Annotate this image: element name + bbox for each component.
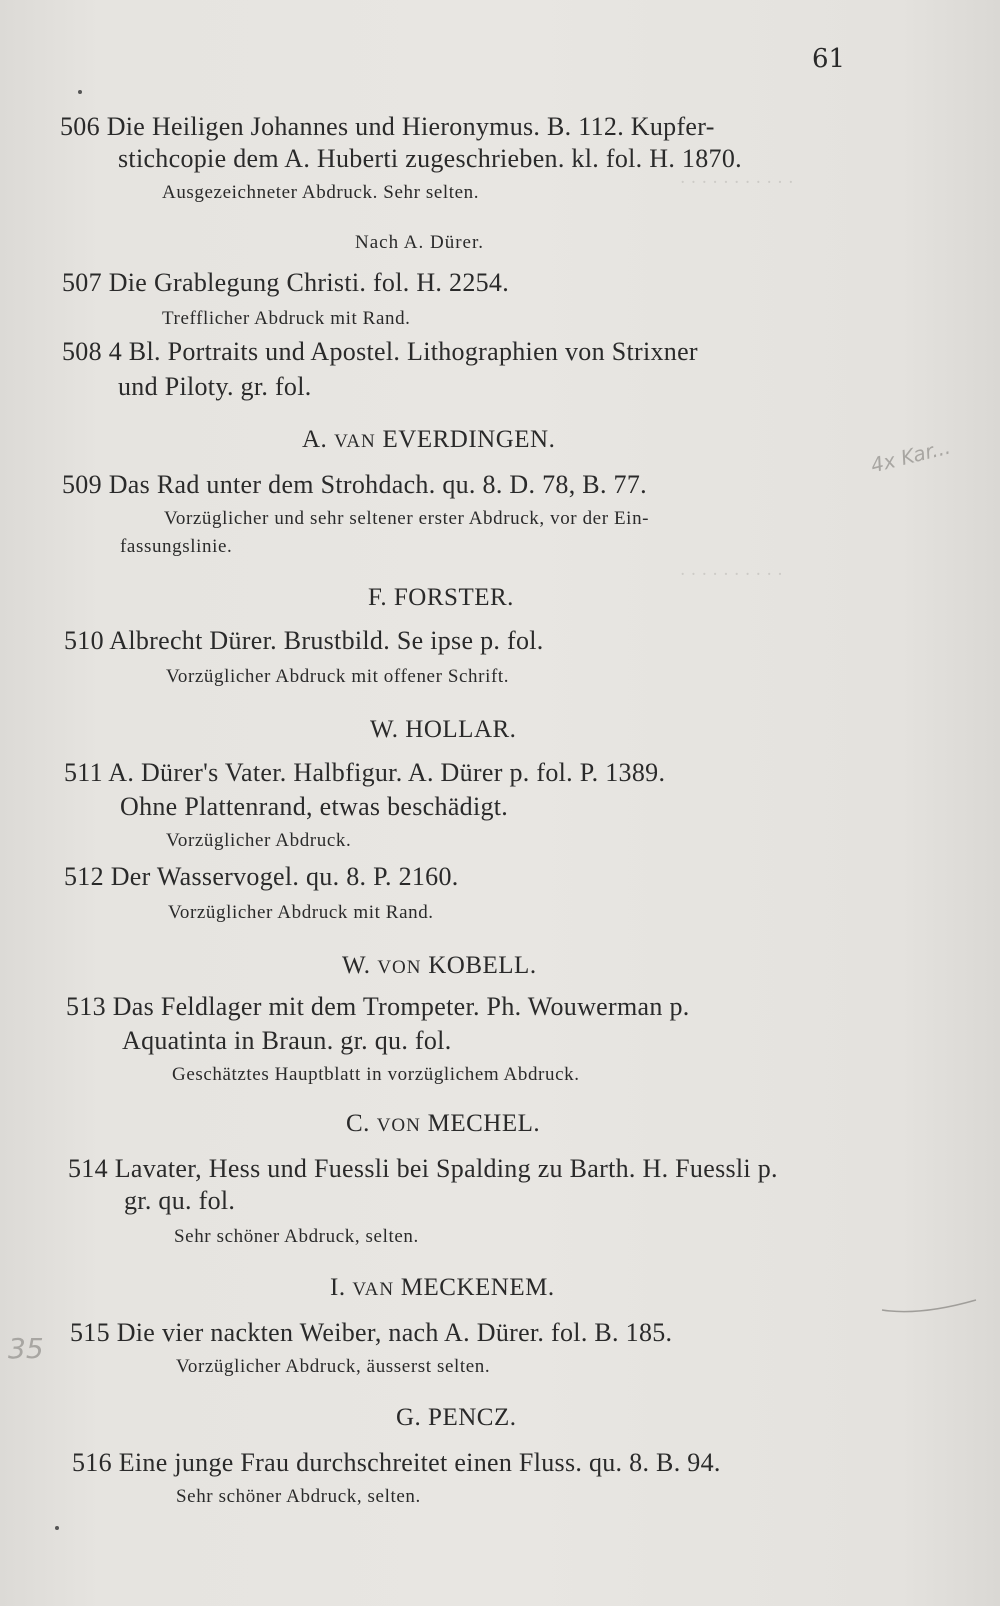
entry-515-note: Vorzüglicher Abdruck, äusserst selten. — [176, 1356, 491, 1377]
entry-508-line-1: 508 4 Bl. Portraits und Apostel. Lithographien von Strixner — [62, 337, 698, 366]
entry-509-note-1: Vorzüglicher und sehr seltener erster Abdruck, vor der Ein- — [164, 508, 650, 529]
print-speck — [78, 90, 82, 94]
artist-heading-forster: F. FORSTER. — [368, 584, 514, 611]
entry-506-line-1: 506 Die Heiligen Johannes und Hieronymus. B. 112. Kupfer- — [60, 112, 715, 141]
entry-513-line-2: Aquatinta in Braun. gr. qu. fol. — [122, 1026, 452, 1055]
bleed-through-text: . . . . . . . . . . — [680, 560, 783, 580]
artist-heading-mechel — [346, 1110, 540, 1138]
entry-511-line-2: Ohne Plattenrand, etwas beschädigt. — [120, 792, 509, 821]
entry-511-note: Vorzüglicher Abdruck. — [166, 830, 352, 851]
heading-surname: EVERDINGEN. — [375, 426, 556, 453]
entry-511-line-1: 511 A. Dürer's Vater. Halbfigur. A. Dürer p. fol. P. 1389. — [64, 758, 666, 787]
entry-510-note: Vorzüglicher Abdruck mit offener Schrift. — [166, 666, 510, 687]
heading-surname: KOBELL. — [421, 952, 537, 979]
artist-heading-everdingen — [302, 426, 555, 454]
artist-heading-meckenem — [330, 1274, 555, 1302]
heading-particle: VON — [376, 1115, 421, 1136]
entry-516-note: Sehr schöner Abdruck, selten. — [176, 1486, 421, 1507]
entry-507-line-1: 507 Die Grablegung Christi. fol. H. 2254. — [62, 268, 510, 297]
heading-initial: I. — [330, 1274, 353, 1301]
heading-initial: C. — [346, 1110, 377, 1137]
entry-510-line-1: 510 Albrecht Dürer. Brustbild. Se ipse p. fol. — [64, 626, 544, 655]
entry-516-line-1: 516 Eine junge Frau durchschreitet einen Fluss. qu. 8. B. 94. — [72, 1448, 721, 1477]
section-heading: Nach A. Dürer. — [355, 232, 485, 253]
entry-508-line-2: und Piloty. gr. fol. — [118, 372, 312, 401]
pencil-margin-number: 35 — [8, 1332, 44, 1365]
heading-particle: VAN — [352, 1279, 395, 1300]
print-speck — [55, 1526, 59, 1530]
entry-514-note: Sehr schöner Abdruck, selten. — [174, 1226, 419, 1247]
page-number: 61 — [812, 44, 846, 74]
entry-514-line-1: 514 Lavater, Hess und Fuessli bei Spalding zu Barth. H. Fuessli p. — [68, 1154, 778, 1183]
heading-particle: VON — [377, 957, 422, 978]
artist-heading-pencz: G. PENCZ. — [396, 1404, 517, 1431]
entry-506-line-2: stichcopie dem A. Huberti zugeschrieben. kl. fol. H. 1870. — [118, 144, 742, 173]
entry-512-line-1: 512 Der Wasservogel. qu. 8. P. 2160. — [64, 862, 459, 891]
heading-initial: A. — [302, 426, 335, 453]
artist-heading-kobell — [342, 952, 537, 980]
pencil-margin-note: 4x Kar... — [868, 434, 953, 478]
pencil-stroke — [880, 1296, 980, 1320]
entry-506-note: Ausgezeichneter Abdruck. Sehr selten. — [162, 182, 480, 203]
entry-514-line-2: gr. qu. fol. — [124, 1186, 236, 1215]
bleed-through-text: . . . . . . . . . . . — [680, 168, 794, 188]
entry-515-line-1: 515 Die vier nackten Weiber, nach A. Dürer. fol. B. 185. — [70, 1318, 673, 1347]
entry-509-line-1: 509 Das Rad unter dem Strohdach. qu. 8. D. 78, B. 77. — [62, 470, 647, 499]
entry-512-note: Vorzüglicher Abdruck mit Rand. — [168, 902, 434, 923]
artist-heading-hollar: W. HOLLAR. — [370, 716, 517, 743]
heading-particle: VAN — [334, 431, 376, 452]
heading-surname: MECHEL. — [420, 1110, 541, 1137]
entry-509-note-2: fassungslinie. — [120, 536, 233, 557]
entry-513-note: Geschätztes Hauptblatt in vorzüglichem Abdruck. — [172, 1064, 580, 1085]
heading-surname: MECKENEM. — [394, 1274, 555, 1301]
entry-507-note: Trefflicher Abdruck mit Rand. — [162, 308, 411, 329]
heading-initial: W. — [342, 952, 378, 979]
entry-513-line-1: 513 Das Feldlager mit dem Trompeter. Ph. Wouwerman p. — [66, 992, 690, 1021]
